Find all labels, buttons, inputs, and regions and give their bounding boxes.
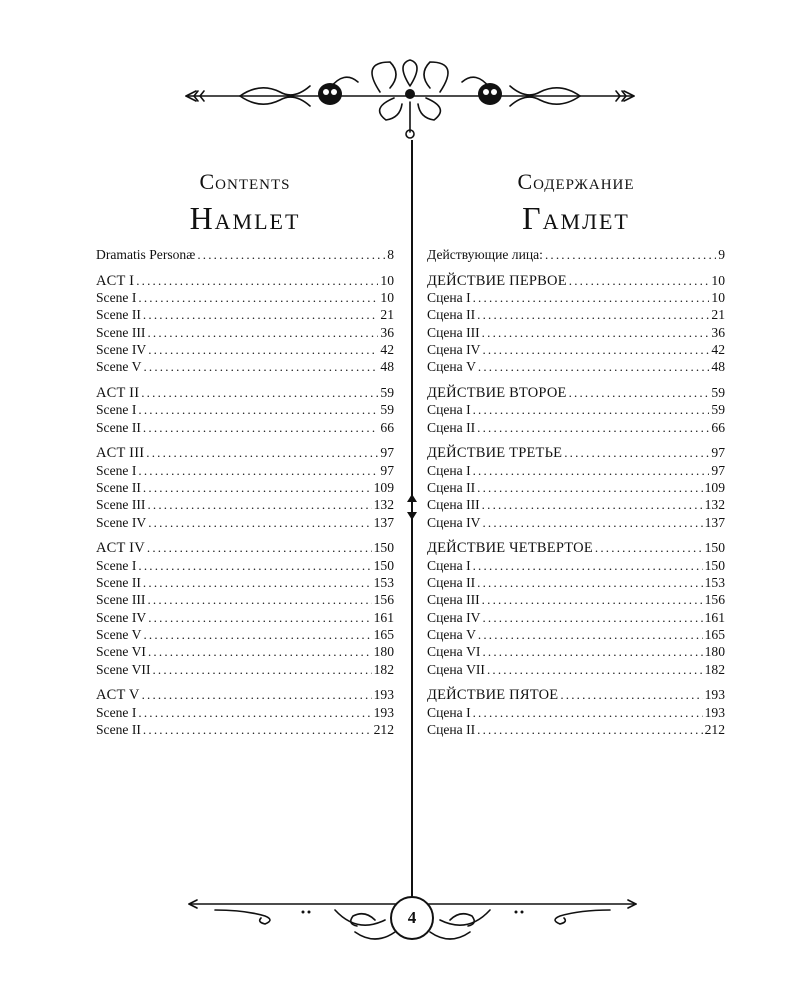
dot-leader bbox=[478, 358, 710, 375]
toc-entry-label: Scene V bbox=[96, 359, 142, 375]
toc-entry[interactable] bbox=[427, 609, 725, 626]
toc-entry-page: 97 bbox=[711, 462, 725, 478]
dot-leader bbox=[482, 643, 702, 660]
toc-entry[interactable] bbox=[427, 419, 725, 436]
toc-entry[interactable] bbox=[427, 246, 725, 263]
toc-entry-page: 165 bbox=[704, 626, 725, 642]
toc-entry[interactable] bbox=[427, 626, 725, 643]
toc-entry[interactable] bbox=[427, 661, 725, 678]
toc-entry-label: Scene I bbox=[96, 290, 137, 306]
toc-entry[interactable] bbox=[427, 289, 725, 306]
toc-entry-page: 150 bbox=[373, 540, 394, 556]
toc-entry-label: Scene V bbox=[96, 626, 142, 642]
toc-entry[interactable] bbox=[96, 462, 394, 479]
toc-entry-label: Сцена I bbox=[427, 704, 471, 720]
spine-arrows-icon bbox=[403, 492, 421, 522]
toc-entry[interactable] bbox=[427, 384, 725, 401]
toc-entry-page: 161 bbox=[704, 609, 725, 625]
toc-entry-label: ACT V bbox=[96, 687, 140, 704]
dot-leader bbox=[473, 462, 710, 479]
dot-leader bbox=[138, 557, 371, 574]
toc-entry-page: 59 bbox=[711, 385, 725, 401]
dot-leader bbox=[560, 686, 702, 703]
dot-leader bbox=[569, 384, 710, 401]
toc-entry-label: Сцена II bbox=[427, 721, 476, 737]
toc-entry-page: 48 bbox=[380, 359, 394, 375]
dot-leader bbox=[473, 289, 710, 306]
toc-entry[interactable] bbox=[96, 419, 394, 436]
dot-leader bbox=[146, 444, 378, 461]
dot-leader bbox=[482, 341, 709, 358]
toc-entry-page: 193 bbox=[373, 687, 394, 703]
toc-entry[interactable] bbox=[96, 358, 394, 375]
toc-entry-page: 193 bbox=[704, 687, 725, 703]
toc-entry-page: 66 bbox=[380, 419, 394, 435]
toc-entry-label: Scene IV bbox=[96, 514, 147, 530]
toc-entry[interactable] bbox=[96, 686, 394, 703]
toc-entry-label: Scene III bbox=[96, 324, 146, 340]
toc-entry-label: Сцена IV bbox=[427, 514, 481, 530]
toc-entry-label: Scene III bbox=[96, 497, 146, 513]
toc-list bbox=[427, 246, 725, 738]
toc-entry-label: Scene IV bbox=[96, 341, 147, 357]
toc-group bbox=[96, 272, 394, 376]
toc-entry-label: ACT II bbox=[96, 385, 140, 402]
toc-entry[interactable] bbox=[96, 591, 394, 608]
toc-entry-label: Scene I bbox=[96, 704, 137, 720]
dot-leader bbox=[473, 704, 703, 721]
toc-entry-page: 193 bbox=[373, 704, 394, 720]
toc-entry-page: 10 bbox=[380, 272, 394, 288]
toc-entry-page: 8 bbox=[387, 247, 394, 262]
toc-entry-label: Сцена I bbox=[427, 557, 471, 573]
toc-group bbox=[96, 686, 394, 738]
toc-entry[interactable] bbox=[427, 324, 725, 341]
toc-entry-page: 36 bbox=[380, 324, 394, 340]
toc-entry-page: 180 bbox=[704, 644, 725, 660]
dot-leader bbox=[545, 246, 716, 263]
toc-entry-page: 137 bbox=[704, 514, 725, 530]
toc-entry-label: ДЕЙСТВИЕ ТРЕТЬЕ bbox=[427, 445, 563, 462]
dot-leader bbox=[143, 306, 378, 323]
toc-entry-label: Сцена V bbox=[427, 359, 476, 375]
toc-entry[interactable] bbox=[96, 289, 394, 306]
toc-entry[interactable] bbox=[96, 306, 394, 323]
page-number: 4 bbox=[390, 896, 434, 940]
toc-entry-page: 156 bbox=[373, 592, 394, 608]
toc-entry-label: Scene I bbox=[96, 462, 137, 478]
toc-group bbox=[96, 539, 394, 677]
toc-entry-page: 153 bbox=[704, 575, 725, 591]
toc-entry-page: 132 bbox=[704, 497, 725, 513]
dot-leader bbox=[147, 496, 371, 513]
toc-entry-label: Scene VI bbox=[96, 644, 146, 660]
toc-entry[interactable] bbox=[96, 384, 394, 401]
dot-leader bbox=[482, 514, 702, 531]
dot-leader bbox=[147, 539, 372, 556]
toc-entry[interactable] bbox=[96, 704, 394, 721]
toc-group bbox=[427, 384, 725, 436]
toc-entry-label: Сцена I bbox=[427, 402, 471, 418]
toc-entry-label: Scene III bbox=[96, 592, 146, 608]
toc-entry[interactable] bbox=[96, 496, 394, 513]
dot-leader bbox=[482, 324, 710, 341]
toc-entry-page: 59 bbox=[380, 402, 394, 418]
toc-entry[interactable] bbox=[96, 324, 394, 341]
toc-entry[interactable] bbox=[427, 704, 725, 721]
dot-leader bbox=[473, 401, 710, 418]
dot-leader bbox=[152, 661, 371, 678]
toc-entry-label: Scene II bbox=[96, 307, 141, 323]
toc-entry-label: ACT I bbox=[96, 272, 135, 289]
toc-entry-page: 9 bbox=[718, 247, 725, 262]
toc-entry[interactable] bbox=[96, 721, 394, 738]
dot-leader bbox=[148, 341, 378, 358]
toc-entry[interactable] bbox=[96, 643, 394, 660]
toc-entry-page: 97 bbox=[711, 445, 725, 461]
toc-entry-label: Scene II bbox=[96, 721, 141, 737]
toc-entry-page: 10 bbox=[711, 290, 725, 306]
toc-entry-page: 109 bbox=[373, 480, 394, 496]
toc-entry-page: 109 bbox=[704, 480, 725, 496]
toc-entry-label: Dramatis Personæ bbox=[96, 247, 196, 262]
toc-entry-page: 42 bbox=[711, 341, 725, 357]
toc-list bbox=[96, 246, 394, 738]
toc-entry-label: Действующие лица: bbox=[427, 247, 543, 262]
toc-entry[interactable] bbox=[96, 574, 394, 591]
dot-leader bbox=[143, 574, 372, 591]
dot-leader bbox=[143, 626, 371, 643]
toc-entry-label: Сцена III bbox=[427, 592, 480, 608]
toc-entry-page: 193 bbox=[704, 704, 725, 720]
dot-leader bbox=[143, 721, 372, 738]
toc-entry[interactable] bbox=[427, 401, 725, 418]
dot-leader bbox=[147, 324, 378, 341]
toc-entry[interactable] bbox=[96, 626, 394, 643]
dot-leader bbox=[136, 272, 378, 289]
toc-entry-label: Сцена IV bbox=[427, 341, 481, 357]
toc-entry-label: ДЕЙСТВИЕ ПЕРВОЕ bbox=[427, 272, 567, 289]
toc-entry[interactable] bbox=[427, 591, 725, 608]
toc-entry[interactable] bbox=[427, 643, 725, 660]
dot-leader bbox=[482, 591, 703, 608]
toc-entry-page: 212 bbox=[373, 721, 394, 737]
toc-entry-label: Сцена II bbox=[427, 307, 476, 323]
dot-leader bbox=[148, 609, 371, 626]
toc-entry-label: Сцена II bbox=[427, 419, 476, 435]
toc-group bbox=[427, 444, 725, 530]
toc-entry-page: 97 bbox=[380, 462, 394, 478]
toc-entry-page: 66 bbox=[711, 419, 725, 435]
toc-entry-page: 21 bbox=[380, 307, 394, 323]
dot-leader bbox=[482, 609, 702, 626]
play-title: Гамлет bbox=[522, 200, 630, 236]
toc-entry-label: Сцена II bbox=[427, 480, 476, 496]
dot-leader bbox=[595, 539, 703, 556]
dot-leader bbox=[473, 557, 703, 574]
toc-group bbox=[427, 246, 725, 263]
contents-column-english bbox=[96, 168, 394, 747]
toc-entry-page: 212 bbox=[704, 721, 725, 737]
toc-group bbox=[427, 539, 725, 677]
dot-leader bbox=[143, 479, 372, 496]
toc-entry-label: Scene VII bbox=[96, 661, 151, 677]
toc-entry[interactable] bbox=[96, 479, 394, 496]
dot-leader bbox=[564, 444, 709, 461]
toc-entry-label: Scene II bbox=[96, 575, 141, 591]
toc-entry[interactable] bbox=[96, 401, 394, 418]
toc-entry-label: Scene IV bbox=[96, 609, 147, 625]
toc-entry-page: 42 bbox=[380, 341, 394, 357]
toc-entry-page: 132 bbox=[373, 497, 394, 513]
toc-entry[interactable] bbox=[427, 557, 725, 574]
toc-entry-label: ДЕЙСТВИЕ ПЯТОЕ bbox=[427, 687, 559, 704]
toc-entry[interactable] bbox=[427, 686, 725, 703]
toc-entry-label: Сцена III bbox=[427, 497, 480, 513]
toc-entry-label: Сцена V bbox=[427, 626, 476, 642]
toc-entry-page: 150 bbox=[373, 557, 394, 573]
dot-leader bbox=[138, 462, 378, 479]
skull-lily-ornament-icon bbox=[180, 58, 640, 140]
dot-leader bbox=[148, 514, 371, 531]
dot-leader bbox=[138, 289, 378, 306]
toc-entry-label: ACT IV bbox=[96, 540, 145, 557]
toc-entry-page: 21 bbox=[711, 307, 725, 323]
dot-leader bbox=[482, 496, 703, 513]
toc-entry[interactable] bbox=[427, 574, 725, 591]
toc-entry-label: ДЕЙСТВИЕ ВТОРОЕ bbox=[427, 385, 567, 402]
toc-entry[interactable] bbox=[427, 306, 725, 323]
toc-entry[interactable] bbox=[96, 539, 394, 556]
toc-entry[interactable] bbox=[96, 444, 394, 461]
toc-entry[interactable] bbox=[427, 514, 725, 531]
contents-heading: Содержание bbox=[517, 169, 635, 194]
toc-entry[interactable] bbox=[96, 609, 394, 626]
toc-entry-page: 10 bbox=[380, 290, 394, 306]
toc-entry[interactable] bbox=[427, 479, 725, 496]
dot-leader bbox=[477, 479, 702, 496]
dot-leader bbox=[477, 419, 709, 436]
toc-group bbox=[96, 246, 394, 263]
toc-entry-page: 153 bbox=[373, 575, 394, 591]
toc-entry-label: Сцена III bbox=[427, 324, 480, 340]
toc-entry-page: 59 bbox=[380, 385, 394, 401]
dot-leader bbox=[477, 574, 702, 591]
toc-entry-label: Сцена IV bbox=[427, 609, 481, 625]
toc-entry[interactable] bbox=[96, 246, 394, 263]
toc-entry[interactable] bbox=[96, 341, 394, 358]
toc-entry[interactable] bbox=[427, 539, 725, 556]
toc-entry-label: Сцена I bbox=[427, 290, 471, 306]
dot-leader bbox=[141, 384, 378, 401]
toc-entry[interactable] bbox=[427, 444, 725, 461]
toc-entry[interactable] bbox=[96, 272, 394, 289]
dot-leader bbox=[148, 643, 372, 660]
toc-entry-label: Сцена I bbox=[427, 462, 471, 478]
toc-entry-page: 10 bbox=[711, 272, 725, 288]
toc-group bbox=[96, 444, 394, 530]
toc-entry[interactable] bbox=[96, 514, 394, 531]
dot-leader bbox=[477, 721, 702, 738]
toc-entry-page: 97 bbox=[380, 445, 394, 461]
dot-leader bbox=[197, 246, 385, 263]
dot-leader bbox=[477, 306, 709, 323]
dot-leader bbox=[569, 272, 710, 289]
toc-entry-label: Сцена VII bbox=[427, 661, 485, 677]
toc-entry-label: Сцена VI bbox=[427, 644, 481, 660]
toc-entry-label: Scene II bbox=[96, 480, 141, 496]
toc-entry-page: 156 bbox=[704, 592, 725, 608]
toc-entry-label: Scene II bbox=[96, 419, 141, 435]
toc-entry[interactable] bbox=[427, 721, 725, 738]
toc-entry-page: 182 bbox=[704, 661, 725, 677]
toc-entry[interactable] bbox=[427, 358, 725, 375]
dot-leader bbox=[138, 704, 371, 721]
dot-leader bbox=[143, 419, 378, 436]
toc-group bbox=[96, 384, 394, 436]
dot-leader bbox=[478, 626, 703, 643]
dot-leader bbox=[138, 401, 378, 418]
toc-group bbox=[427, 272, 725, 376]
toc-entry-label: Scene I bbox=[96, 557, 137, 573]
toc-entry[interactable] bbox=[427, 462, 725, 479]
toc-entry-page: 161 bbox=[373, 609, 394, 625]
toc-entry-label: ДЕЙСТВИЕ ЧЕТВЕРТОЕ bbox=[427, 540, 593, 557]
toc-entry-page: 59 bbox=[711, 402, 725, 418]
toc-entry-page: 150 bbox=[704, 557, 725, 573]
toc-entry-page: 150 bbox=[704, 540, 725, 556]
toc-entry-label: Scene I bbox=[96, 402, 137, 418]
dot-leader bbox=[142, 686, 372, 703]
dot-leader bbox=[147, 591, 371, 608]
toc-entry[interactable] bbox=[427, 341, 725, 358]
toc-entry[interactable] bbox=[427, 496, 725, 513]
contents-heading: Contents bbox=[199, 169, 291, 194]
dot-leader bbox=[487, 661, 703, 678]
toc-entry[interactable] bbox=[96, 661, 394, 678]
toc-entry-label: Сцена II bbox=[427, 575, 476, 591]
toc-group bbox=[427, 686, 725, 738]
play-title: Hamlet bbox=[189, 200, 301, 236]
toc-entry-label: ACT III bbox=[96, 445, 145, 462]
toc-entry-page: 137 bbox=[373, 514, 394, 530]
toc-entry-page: 182 bbox=[373, 661, 394, 677]
toc-entry-page: 36 bbox=[711, 324, 725, 340]
toc-entry-page: 165 bbox=[373, 626, 394, 642]
toc-entry-page: 48 bbox=[711, 359, 725, 375]
dot-leader bbox=[143, 358, 378, 375]
contents-column-russian bbox=[427, 168, 725, 747]
toc-entry-page: 180 bbox=[373, 644, 394, 660]
toc-entry[interactable] bbox=[427, 272, 725, 289]
toc-entry[interactable] bbox=[96, 557, 394, 574]
